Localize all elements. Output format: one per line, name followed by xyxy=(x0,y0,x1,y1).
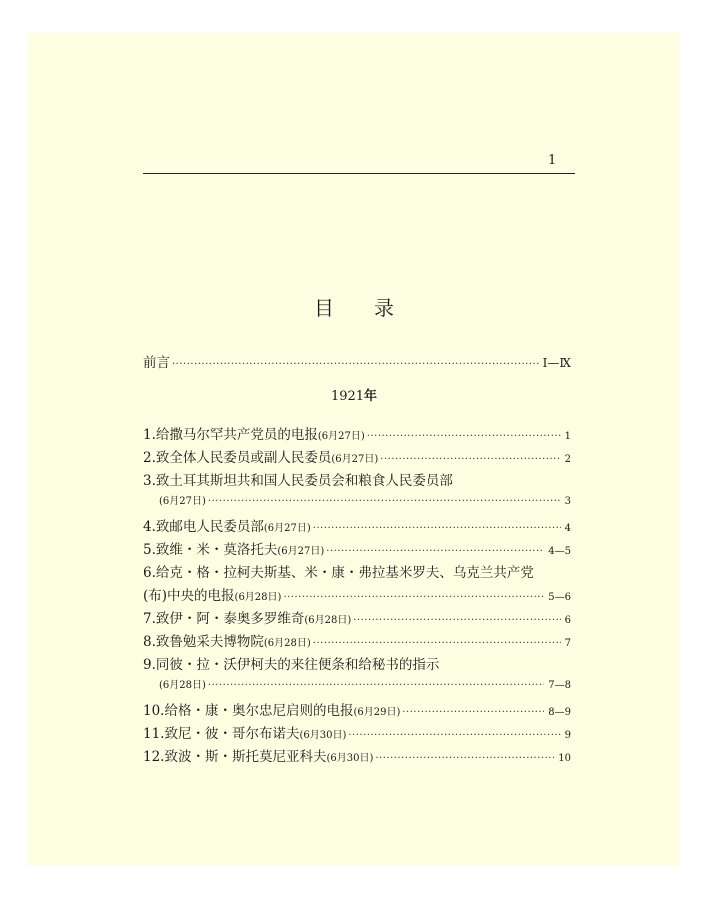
toc-entry-4[interactable] xyxy=(143,515,575,535)
toc-entry-2[interactable] xyxy=(143,446,575,466)
toc-entry-date: (6月27日) xyxy=(159,496,206,507)
toc-entry-8[interactable] xyxy=(143,630,575,650)
year-suffix: 年 xyxy=(364,389,378,404)
toc-entry-title: 7.致伊・阿・泰奥多罗维奇 xyxy=(143,611,305,627)
dot-leader xyxy=(208,496,561,507)
toc-entry-1[interactable] xyxy=(143,423,575,443)
toc-entry-date: (6月27日) xyxy=(277,546,325,557)
year-heading xyxy=(0,385,708,404)
dot-leader xyxy=(402,707,544,718)
dot-leader xyxy=(348,730,560,741)
toc-entry-9-continued[interactable] xyxy=(159,676,575,696)
toc-entry-3[interactable] xyxy=(143,469,575,489)
toc-entry-12[interactable] xyxy=(143,745,575,765)
year-number: 1921 xyxy=(330,389,365,404)
toc-entry-5[interactable] xyxy=(143,538,575,558)
toc-entry-title: (布)中央的电报 xyxy=(143,588,235,604)
toc-entry-pages: 7 xyxy=(564,638,571,649)
dot-leader xyxy=(367,431,561,442)
toc-entry-pages: Ⅰ—Ⅸ xyxy=(542,356,571,370)
toc-entry-pages: 2 xyxy=(564,454,571,465)
toc-entry-9[interactable] xyxy=(143,653,575,673)
dot-leader xyxy=(313,523,561,534)
toc-entry-7[interactable] xyxy=(143,607,575,627)
toc-entry-date: (6月28日) xyxy=(304,615,352,626)
toc-entry-pages: 9 xyxy=(564,730,571,741)
dot-leader xyxy=(326,546,544,557)
toc-entry-title: 10.给格・康・奥尔忠尼启则的电报 xyxy=(143,703,354,719)
toc-entry-date: (6月27日) xyxy=(317,431,365,442)
toc-entry-date: (6月28日) xyxy=(234,592,282,603)
toc-entry-pages: 3 xyxy=(564,496,571,507)
toc-entry-title: 8.致鲁勉采夫博物院 xyxy=(143,634,264,650)
toc-entry-pages: 8—9 xyxy=(548,707,571,718)
toc-entry-10[interactable] xyxy=(143,699,575,719)
header-rule xyxy=(143,173,575,174)
toc-entry-pages: 7—8 xyxy=(548,680,571,691)
toc-entry-date: (6月28日) xyxy=(263,638,311,649)
dot-leader xyxy=(375,753,554,764)
page-number: 1 xyxy=(548,153,557,168)
toc-entry-title: 5.致维・米・莫洛托夫 xyxy=(143,542,278,558)
toc-entry-date: (6月30日) xyxy=(299,730,347,741)
toc-entry-title: 9.同彼・拉・沃伊柯夫的来往便条和给秘书的指示 xyxy=(143,657,440,673)
toc-entry-date: (6月29日) xyxy=(353,707,401,718)
dot-leader xyxy=(353,615,560,626)
toc-entry-pages: 5—6 xyxy=(548,592,571,603)
toc-entry-title: 3.致土耳其斯坦共和国人民委员会和粮食人民委员部 xyxy=(143,473,453,489)
toc-entry-date: (6月28日) xyxy=(159,680,206,691)
toc-entry-pages: 4—5 xyxy=(548,546,571,557)
dot-leader xyxy=(313,638,561,649)
toc-entry-date: (6月27日) xyxy=(331,454,379,465)
toc-entry-title: 前言 xyxy=(143,355,170,371)
toc-entry-3-continued[interactable] xyxy=(159,492,575,512)
toc-title xyxy=(0,292,708,321)
toc-title-char-1: 目 xyxy=(314,296,334,320)
dot-leader xyxy=(172,359,539,370)
toc-entry-date: (6月30日) xyxy=(326,753,374,764)
toc-entry-title: 2.致全体人民委员或副人民委员 xyxy=(143,450,332,466)
dot-leader xyxy=(283,592,544,603)
toc-entry-title: 11.致尼・彼・哥尔布诺夫 xyxy=(143,726,300,742)
toc-entry-pages: 1 xyxy=(564,431,571,442)
toc-title-char-2: 录 xyxy=(374,296,394,320)
toc-entry-title: 4.致邮电人民委员部 xyxy=(143,519,264,535)
toc-entry-pages: 4 xyxy=(564,523,571,534)
toc-entry-pages: 6 xyxy=(564,615,571,626)
toc-entry-preface[interactable] xyxy=(143,351,575,371)
toc-entry-title: 12.致波・斯・斯托莫尼亚科夫 xyxy=(143,749,327,765)
toc-entry-pages: 10 xyxy=(558,753,571,764)
toc-entry-title: 1.给撒马尔罕共产党员的电报 xyxy=(143,427,318,443)
toc-entry-title: 6.给克・格・拉柯夫斯基、米・康・弗拉基米罗夫、乌克兰共产党 xyxy=(143,565,534,581)
toc-entry-date: (6月27日) xyxy=(263,523,311,534)
dot-leader xyxy=(208,680,544,691)
toc-entry-6[interactable] xyxy=(143,561,575,581)
dot-leader xyxy=(380,454,560,465)
toc-entry-6-continued[interactable] xyxy=(143,584,575,604)
toc-entry-11[interactable] xyxy=(143,722,575,742)
